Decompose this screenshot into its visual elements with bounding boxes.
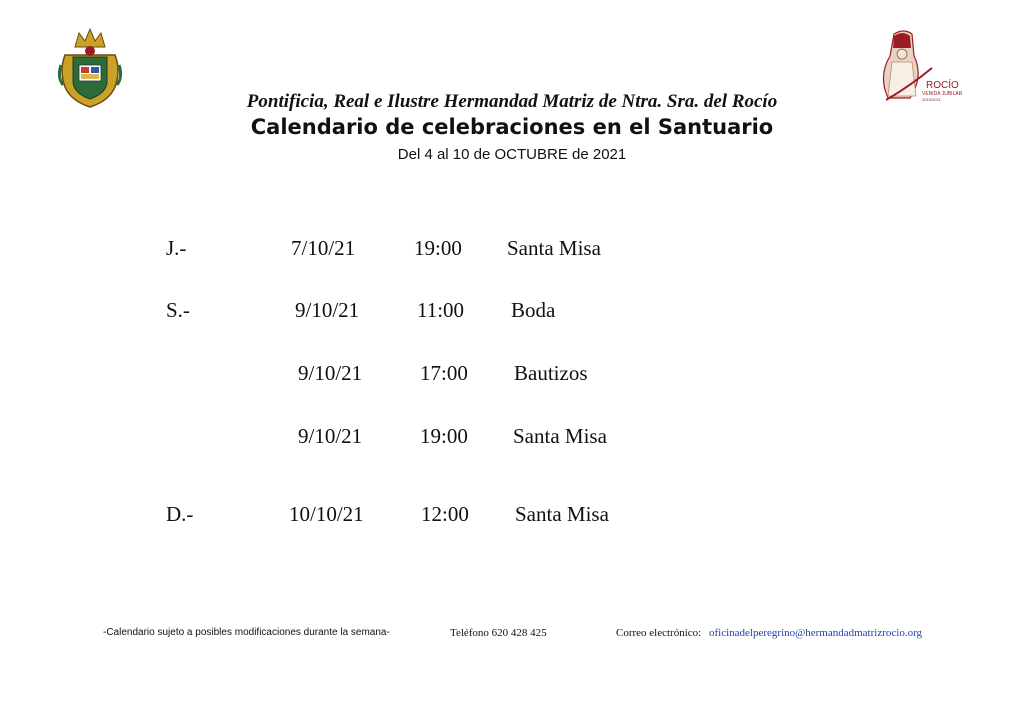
footer-email-label: Correo electrónico: bbox=[616, 627, 702, 639]
schedule-time: 19:00 bbox=[414, 236, 462, 260]
date-range: Del 4 al 10 de OCTUBRE de 2021 bbox=[397, 146, 627, 163]
schedule-day: D.- bbox=[166, 502, 194, 526]
schedule-date: 9/10/21 bbox=[295, 298, 360, 322]
schedule-event: Santa Misa bbox=[515, 502, 609, 526]
schedule-event: Santa Misa bbox=[507, 236, 601, 260]
page-title: Calendario de celebraciones en el Santuario bbox=[250, 115, 774, 139]
footer-phone: Teléfono 620 428 425 bbox=[450, 627, 547, 639]
footer-email-link[interactable]: oficinadelperegrino@hermandadmatrizrocio.org bbox=[709, 627, 923, 639]
schedule-time: 11:00 bbox=[417, 298, 465, 322]
schedule-event: Boda bbox=[511, 298, 556, 322]
brotherhood-name: Pontificia, Real e Ilustre Hermandad Matriz de Ntra. Sra. del Rocío bbox=[246, 91, 778, 112]
footer-note: -Calendario sujeto a posibles modificaciones durante la semana- bbox=[103, 627, 390, 638]
schedule-date: 7/10/21 bbox=[291, 236, 356, 260]
schedule-time: 19:00 bbox=[420, 424, 468, 448]
schedule-event: Bautizos bbox=[514, 361, 588, 385]
schedule-event: Santa Misa bbox=[513, 424, 607, 448]
emblem-years: 2019/2021 bbox=[922, 97, 941, 102]
schedule-day: J.- bbox=[166, 236, 187, 260]
emblem-title: ROCÍO bbox=[926, 80, 959, 91]
schedule-time: 12:00 bbox=[421, 502, 469, 526]
emblem-subtitle: VENIDA JUBILAR bbox=[922, 91, 962, 97]
schedule-day: S.- bbox=[166, 298, 190, 322]
schedule-date: 9/10/21 bbox=[298, 361, 363, 385]
schedule-time: 17:00 bbox=[420, 361, 468, 385]
schedule-date: 10/10/21 bbox=[289, 502, 364, 526]
schedule-date: 9/10/21 bbox=[298, 424, 363, 448]
